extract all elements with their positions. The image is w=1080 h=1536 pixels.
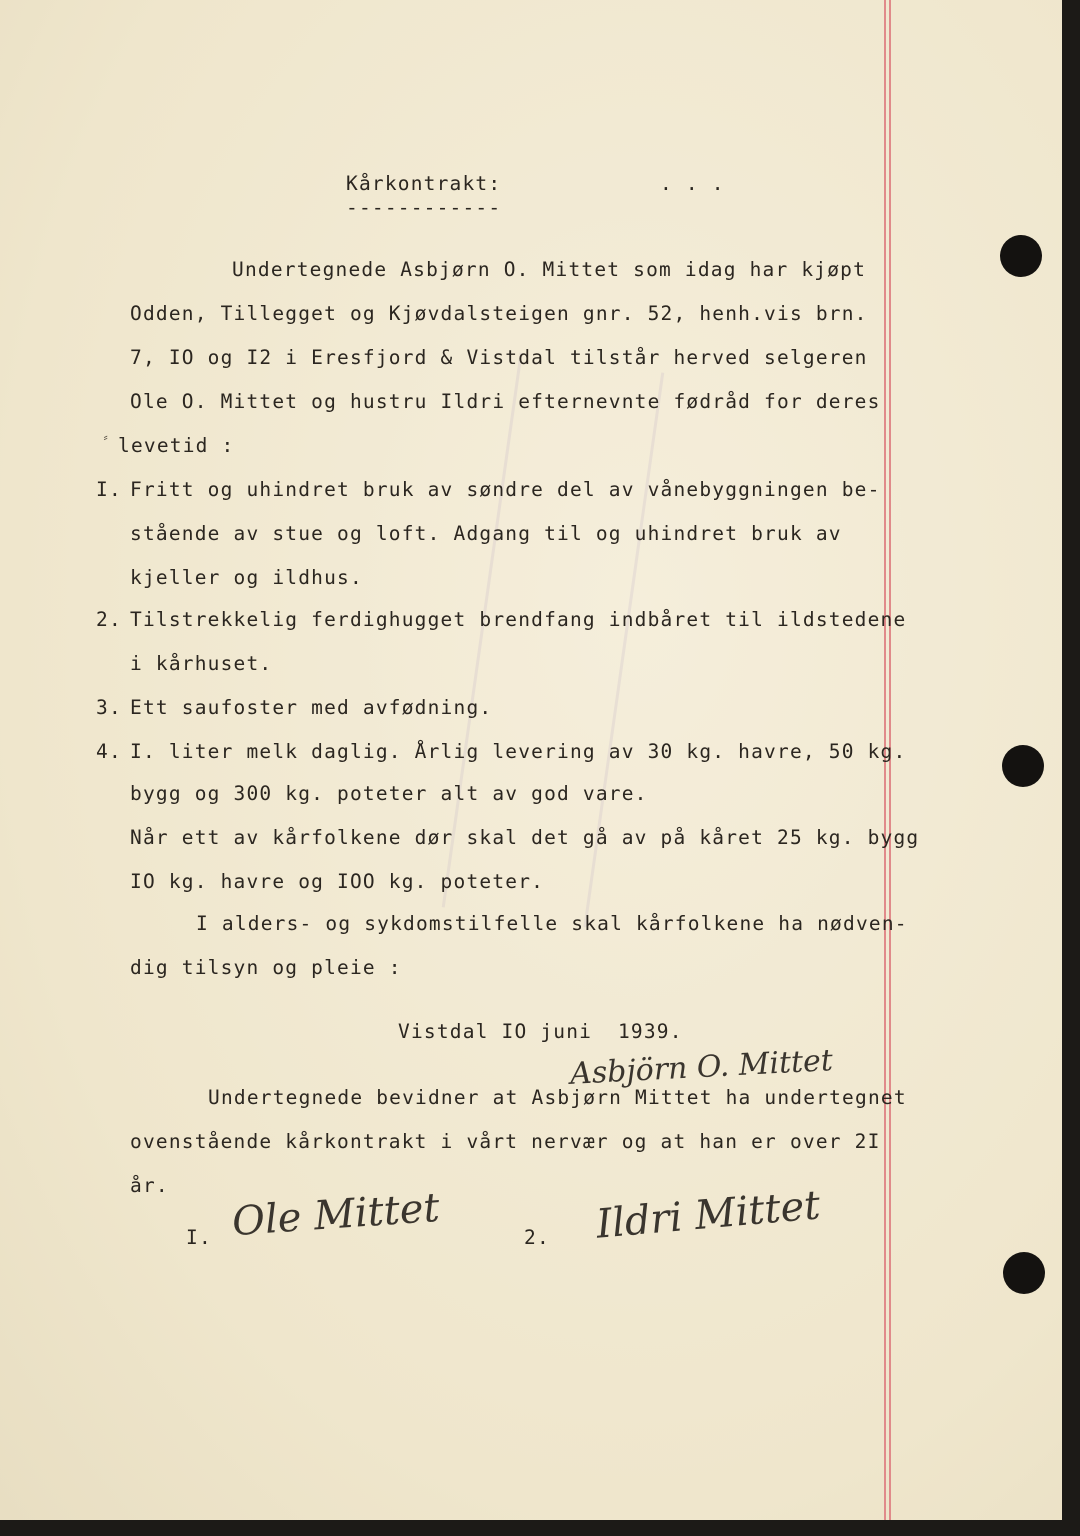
witness-signature: Ole Mittet xyxy=(230,1184,441,1246)
item-line: i kårhuset. xyxy=(130,652,273,675)
scan-border xyxy=(0,1520,1080,1536)
care-line: I alders- og sykdomstilfelle skal kårfolkene ha nødven- xyxy=(196,912,908,935)
item-number: 2. xyxy=(96,608,122,631)
item-line: Tilstrekkelig ferdighugget brendfang indbåret til ildstedene xyxy=(130,608,907,631)
punch-hole xyxy=(1000,235,1042,277)
care-line: dig tilsyn og pleie : xyxy=(130,956,402,979)
witness-line: ovenstående kårkontrakt i vårt nervær og at han er over 2I xyxy=(130,1130,881,1153)
place-date: Vistdal IO juni 1939. xyxy=(398,1020,683,1043)
scan-border xyxy=(1062,0,1080,1536)
intro-line: levetid : xyxy=(118,434,235,457)
item-line: Ett saufoster med avfødning. xyxy=(130,696,493,719)
item-line: IO kg. havre og IOO kg. poteter. xyxy=(130,870,545,893)
item-line: Fritt og uhindret bruk av søndre del av vånebyggningen be- xyxy=(130,478,881,501)
witness-number: 2. xyxy=(524,1226,550,1249)
witness-signature: Ildri Mittet xyxy=(594,1182,823,1248)
intro-line: Ole O. Mittet og hustru Ildri efternevnte fødråd for deres xyxy=(130,390,881,413)
title-underline: ------------ xyxy=(346,196,502,219)
item-number: 4. xyxy=(96,740,122,763)
document-title: Kårkontrakt: xyxy=(346,172,502,195)
intro-line: Undertegnede Asbjørn O. Mittet som idag har kjøpt xyxy=(232,258,867,281)
intro-line: 7, IO og I2 i Eresfjord & Vistdal tilstår herved selgeren xyxy=(130,346,868,369)
buyer-signature: Asbjörn O. Mittet xyxy=(569,1043,834,1092)
witness-number: I. xyxy=(186,1226,212,1249)
item-line: stående av stue og loft. Adgang til og uhindret bruk av xyxy=(130,522,842,545)
witness-line: Undertegnede bevidner at Asbjørn Mittet ha undertegnet xyxy=(208,1086,907,1109)
item-line: kjeller og ildhus. xyxy=(130,566,363,589)
title-dots: . . . xyxy=(660,172,725,195)
witness-line: år. xyxy=(130,1174,169,1197)
item-line: I. liter melk daglig. Årlig levering av 30 kg. havre, 50 kg. xyxy=(130,740,907,763)
item-line: bygg og 300 kg. poteter alt av god vare. xyxy=(130,782,648,805)
intro-line: Odden, Tillegget og Kjøvdalsteigen gnr. 52, henh.vis brn. xyxy=(130,302,868,325)
punch-hole xyxy=(1003,1252,1045,1294)
punch-hole xyxy=(1002,745,1044,787)
item-number: 3. xyxy=(96,696,122,719)
item-line: Når ett av kårfolkene dør skal det gå av på kåret 25 kg. bygg xyxy=(130,826,920,849)
item-number: I. xyxy=(96,478,122,501)
stray-mark: ⸗ xyxy=(102,430,110,444)
